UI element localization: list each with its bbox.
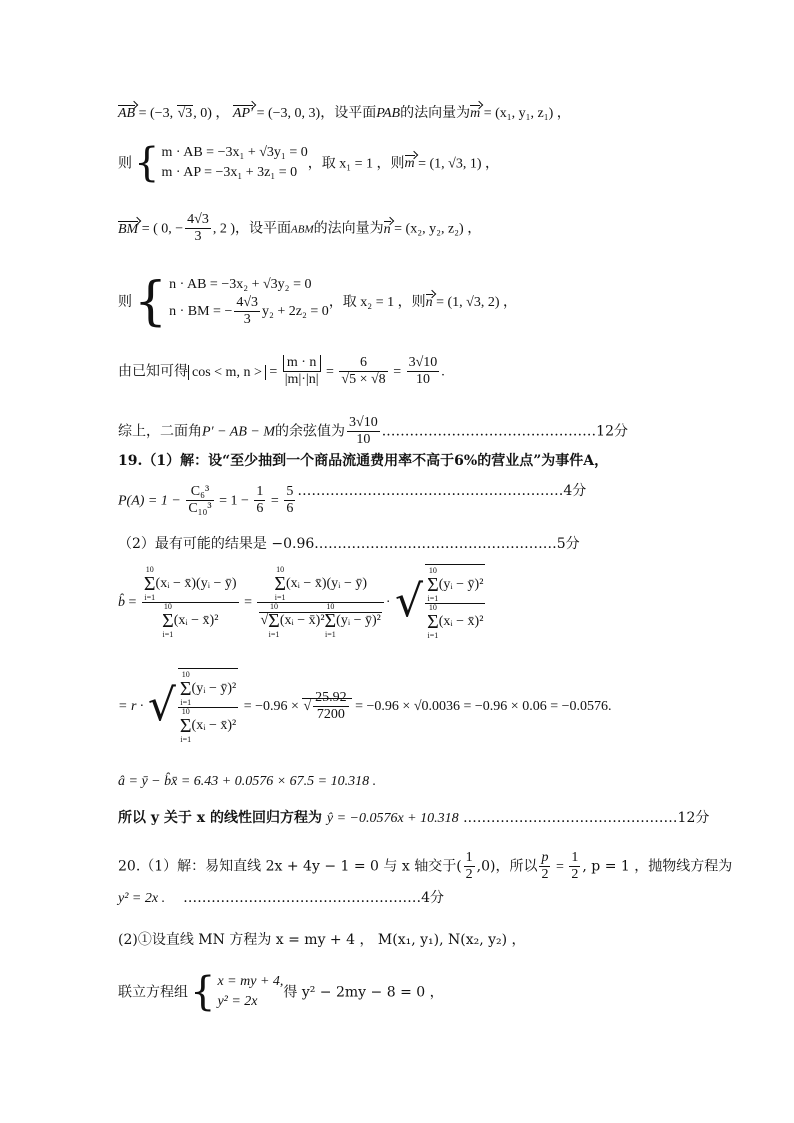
- frac-1-2: [464, 850, 475, 883]
- vector-n: n: [383, 221, 391, 237]
- bhat-frac2: [257, 566, 383, 639]
- text-then: 则: [118, 155, 132, 172]
- frac-den: 3: [194, 229, 202, 245]
- comb-den: C₁₀³: [188, 501, 212, 517]
- frac-den-2: 3: [243, 312, 251, 328]
- vector-bm: BM: [118, 221, 139, 237]
- r-frac-den: 7200: [316, 707, 345, 723]
- vector-m: m: [470, 106, 481, 121]
- cos-num: m · n: [283, 355, 321, 372]
- text-normal-2: 的法向量为: [313, 220, 384, 237]
- left-brace: {: [134, 140, 160, 187]
- sum-bot-5: i=1: [324, 629, 336, 639]
- line-bm: [118, 212, 481, 245]
- f56-den: 6: [286, 501, 294, 517]
- text-take-x1: ，取 x₁ = 1 ，则: [307, 156, 405, 172]
- fraction-answer: [347, 415, 380, 448]
- bhat-frac1: [142, 566, 239, 639]
- frac-num: 4√3: [185, 212, 211, 229]
- sum-top-4: 10: [269, 601, 278, 611]
- f12b-den: 2: [571, 867, 579, 883]
- sum-bot-2: i=1: [162, 629, 174, 639]
- text-take-x2: ，取 x₂ = 1 ，则: [328, 294, 426, 310]
- fraction-cos: [283, 355, 321, 388]
- sum-bot-4: i=1: [268, 629, 280, 639]
- f12-num: 1: [464, 850, 475, 867]
- system-n-eq2b: y₂ + 2z₂ = 0: [262, 304, 329, 320]
- sum-bot-8: i=1: [180, 698, 192, 707]
- line-cos: 由已知可得 cos < m, n > = $\frac{m \cdot n}{|m|\cdot|n|}$ = $\frac{6}{√5 \times √8}$ = $\frac{3√10}{10}$ .: [118, 355, 445, 388]
- f16-num: 1: [254, 484, 265, 501]
- sum-top-9: 10: [181, 707, 190, 716]
- line-ab-ap: [118, 106, 571, 121]
- term-yy-3: (yᵢ − ȳ)²: [191, 681, 237, 697]
- ab-coords-c: , 0) ，: [193, 106, 233, 121]
- system-m: [161, 143, 307, 184]
- system-n-eq2: [169, 295, 329, 328]
- n-coords: = (x₂, y₂, z₂) ，: [390, 221, 482, 237]
- bhat-frac2-den: √ 10 Σ i=1 (xᵢ − x̄)² 10 Σ i=1 (yᵢ − ȳ)²: [260, 601, 381, 639]
- text-set-plane: ，设平面: [320, 105, 377, 121]
- frac-1-2-b: [569, 850, 580, 883]
- m-coords: = (x₁, y₁, z₁) ，: [480, 106, 571, 121]
- n-value: = (1, √3, 2) ，: [432, 294, 517, 310]
- fraction-eq2: [234, 295, 260, 328]
- line-system-n: [118, 271, 517, 332]
- q20-text-b: ,0)，所以: [476, 858, 538, 875]
- score-4-b: ……………………………………………4分: [183, 890, 444, 906]
- sqrt-ratio-2: √ 10 Σ i=1 (yᵢ − ȳ)² 10 Σ i=1 (xᵢ − x̄)²: [147, 670, 237, 744]
- line-r: = r · √ 10 Σ i=1 (yᵢ − ȳ)² 10 Σ i=1 (xᵢ − x̄)² = −0.96 × √ $\frac{25.92}{7200}$ = −0.96 × √0.0036 = −0.96 × 0.06 = −0.0576.: [118, 670, 612, 744]
- ratio2-num: 10 Σ i=1 (yᵢ − ȳ)²: [179, 670, 237, 707]
- f12-den: 2: [465, 867, 473, 883]
- sum-top-8: 10: [181, 670, 190, 679]
- system-n-eq1: n · AB = −3x₂ + √3y₂ = 0: [169, 277, 312, 292]
- left-brace-3: {: [190, 969, 216, 1016]
- plane-abm: ABM: [291, 223, 314, 236]
- r-mid: = −0.96 ×: [240, 699, 303, 714]
- sqrt-ratio: √ 10 Σ i=1 (yᵢ − ȳ)² 10 Σ i=1 (xᵢ − x̄)²: [395, 566, 484, 640]
- result-den: 10: [415, 372, 430, 388]
- fraction-4sqrt3-over-3: [185, 212, 211, 245]
- ab-coords-b: √3: [177, 106, 193, 121]
- cos-den: |m|·|n|: [284, 372, 319, 388]
- ratio-den: 10 Σ i=1 (xᵢ − x̄)²: [427, 603, 484, 640]
- pa-eq: =: [267, 493, 283, 509]
- cos-expression: cos < m, n >: [188, 365, 266, 380]
- line-regression: [118, 811, 709, 826]
- line-parabola: [118, 891, 444, 906]
- frac6-den: √5 × √8: [341, 372, 386, 388]
- term-xx: (xᵢ − x̄)²: [173, 612, 219, 628]
- fraction-6: [339, 355, 387, 388]
- b-hat: b̂: [118, 595, 125, 610]
- text-combine: 联立方程组: [118, 984, 188, 1001]
- ratio2-den: 10 Σ i=1 (xᵢ − x̄)²: [179, 707, 237, 744]
- f16-den: 6: [256, 501, 264, 517]
- sum-bot-6: i=1: [427, 594, 439, 603]
- system-n: [169, 275, 329, 328]
- result-num: 3√10: [407, 355, 440, 372]
- q20-text-d: , p = 1 ，抛物线方程为: [582, 858, 733, 875]
- q19-text: 19.（1）解：设“至少抽到一个商品流通费用率不高于6%的营业点”为事件A，: [118, 453, 609, 469]
- r-end: = −0.96 × √0.0036 = −0.96 × 0.06 = −0.0576.: [351, 699, 612, 714]
- fraction-comb: [186, 484, 213, 517]
- fp2-den: 2: [541, 867, 549, 883]
- m-value: = (1, √3, 1) ，: [414, 156, 500, 172]
- term-yy: (yᵢ − ȳ)²: [336, 612, 381, 628]
- sum-top-2: 10: [163, 601, 172, 611]
- text-conclusion: 综上，二面角: [118, 423, 202, 440]
- ratio-num: 10 Σ i=1 (yᵢ − ȳ)²: [427, 566, 484, 603]
- comb-num: C₆³: [186, 484, 213, 501]
- line-pa: [118, 484, 586, 517]
- term-xy-2: (xᵢ − x̄)(yᵢ − ȳ): [285, 575, 368, 591]
- pa-label: P(A) = 1 −: [118, 493, 185, 509]
- bm-coords-b: , 2 ): [212, 221, 236, 237]
- pa-mid: = 1 −: [215, 493, 253, 509]
- ap-coords: = (−3, 0, 3): [253, 106, 321, 121]
- system-m-eq2: m · AP = −3x₁ + 3z₁ = 0: [161, 165, 298, 181]
- plane-pab: PAB: [376, 106, 401, 121]
- bm-coords-a: = ( 0, −: [138, 221, 184, 237]
- line-q20-2: [118, 933, 526, 947]
- fraction-1-6: [254, 484, 265, 517]
- line-q20-system: [118, 969, 444, 1016]
- answer-num: 3√10: [347, 415, 380, 432]
- term-xy: (xᵢ − x̄)(yᵢ − ȳ): [155, 575, 237, 591]
- text-then-2: 则: [118, 293, 132, 310]
- sum-top: 10: [145, 564, 154, 574]
- text-set-plane-2: ，设平面: [235, 220, 292, 237]
- bhat-frac2-num: 10 Σ i=1 (xᵢ − x̄)(yᵢ − ȳ): [257, 566, 383, 603]
- vector-ab: AB: [118, 106, 136, 121]
- q20-sys-result: 得 y² − 2my − 8 = 0 ，: [283, 984, 444, 1001]
- text-cosine: 的余弦值为: [275, 423, 346, 440]
- sum-bot-9: i=1: [180, 735, 192, 744]
- r-frac-num: 25.92: [313, 690, 349, 707]
- sum-top-6: 10: [428, 566, 437, 575]
- r-prefix: = r ·: [118, 699, 144, 714]
- bhat-frac1-num: 10 Σ i=1 (xᵢ − x̄)(yᵢ − ȳ): [143, 564, 237, 602]
- q20-eq: =: [552, 859, 568, 875]
- line-system-m: [118, 140, 500, 187]
- vector-m-2: m: [404, 156, 415, 172]
- dihedral-angle: P′ − AB − M: [202, 424, 276, 440]
- ab-coords-a: = (−3,: [135, 106, 177, 121]
- fraction-5-6: [284, 484, 295, 517]
- term-yy-2: (yᵢ − ȳ)²: [438, 577, 484, 593]
- text-known: 由已知可得: [118, 363, 188, 380]
- line-b-hat: b̂ = 10 Σ i=1 (xᵢ − x̄)(yᵢ − ȳ) 10 Σ i=1 (xᵢ − x̄)² = 10 Σ i=1 (xᵢ − x̄)(yᵢ − ȳ) √ 10 Σ i=1 (xᵢ − x̄)² 10 Σ i=1 (yᵢ − ȳ)² · √ 10 Σ i=1 (yᵢ − ȳ)² 10 Σ i=1 (xᵢ − x̄)²: [118, 564, 487, 640]
- q20-sys-eq2: y² = 2x: [217, 994, 258, 1010]
- f56-num: 5: [284, 484, 295, 501]
- system-n-eq2a: n · BM = −: [169, 304, 233, 320]
- system-m-eq1: m · AB = −3x₁ + √3y₁ = 0: [161, 145, 308, 160]
- a-hat-eq: â = ȳ − b̂x̄ = 6.43 + 0.0576 × 67.5 = 10.318 .: [118, 774, 377, 789]
- text-normal: 的法向量为: [400, 105, 471, 121]
- vector-ap-prime: AP′: [232, 106, 254, 121]
- sum-top-5: 10: [326, 601, 335, 611]
- term-xx-2: (xᵢ − x̄)²: [279, 612, 325, 628]
- frac-p-2: [539, 850, 550, 883]
- fraction-result: [407, 355, 440, 388]
- parabola-eq: y² = 2x .: [118, 891, 166, 906]
- line-a-hat: [118, 774, 376, 789]
- sum-bot-3: i=1: [274, 592, 286, 602]
- line-q20-1: [118, 850, 732, 883]
- sum-top-7: 10: [428, 603, 437, 612]
- q19-part2: [118, 537, 580, 551]
- q20-sys-eq1: x = my + 4,: [217, 974, 284, 989]
- q19-2-text: （2）最有可能的结果是 −0.96.: [118, 536, 319, 552]
- frac-num-2: 4√3: [234, 295, 260, 312]
- sum-top-3: 10: [276, 564, 285, 574]
- score-12: .………………………………………12分: [381, 423, 628, 440]
- bhat-frac1-den: 10 Σ i=1 (xᵢ − x̄)²: [162, 601, 219, 639]
- score-5: ……………………………………………5分: [318, 536, 580, 552]
- sum-bot: i=1: [144, 592, 156, 602]
- left-brace-2: {: [134, 271, 168, 332]
- vector-n-2: n: [425, 294, 433, 310]
- q20-text-a: 20.（1）解：易知直线 2x + 4y − 1 = 0 与 x 轴交于(: [118, 858, 462, 875]
- frac6-num: 6: [339, 355, 387, 372]
- fp2-num: p: [539, 850, 550, 867]
- answer-den: 10: [356, 432, 371, 448]
- sum-bot-7: i=1: [427, 631, 439, 640]
- term-xx-4: (xᵢ − x̄)²: [191, 718, 237, 734]
- f12b-num: 1: [569, 850, 580, 867]
- system-q20: [217, 972, 283, 1013]
- term-xx-3: (xᵢ − x̄)²: [438, 614, 484, 630]
- regression-eq: ŷ = −0.0576x + 10.318: [326, 811, 459, 826]
- regression-text: 所以 y 关于 x 的线性回归方程为: [118, 810, 327, 826]
- score-12-b: .………………………………………12分: [458, 810, 710, 826]
- score-4: …………………………………………………4分: [297, 483, 587, 499]
- line-conclusion: [118, 415, 628, 448]
- q19-part1: [118, 454, 608, 468]
- q20-2-text: (2)①设直线 MN 方程为 x = my + 4 ， M(x₁, y₁), N(x₂, y₂) ，: [118, 932, 526, 948]
